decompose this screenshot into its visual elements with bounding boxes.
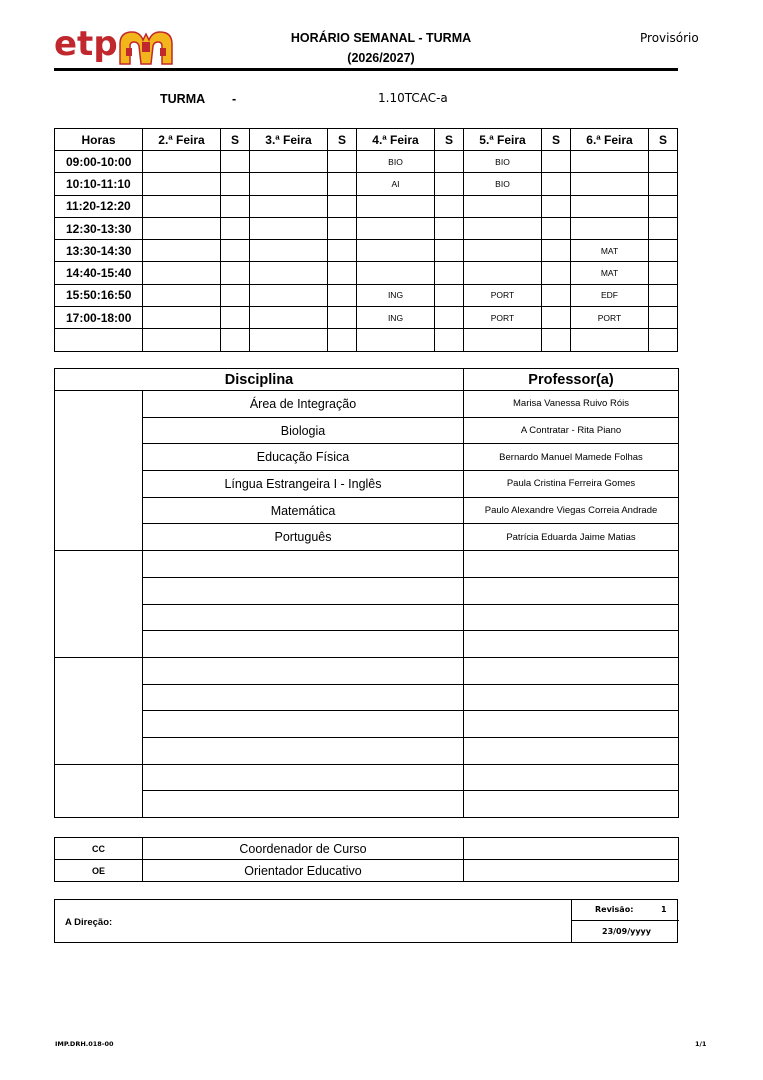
coordination-row xyxy=(55,838,679,860)
professor-name xyxy=(464,631,679,658)
professor-name xyxy=(464,764,679,791)
schedule-cell xyxy=(464,329,542,351)
discipline-row xyxy=(55,711,679,738)
schedule-cell: PORT xyxy=(571,307,649,329)
schedule-cell: BIO xyxy=(357,151,435,173)
discipline-name: Português xyxy=(143,524,464,551)
schedule-cell xyxy=(435,217,464,239)
coordination-role: Orientador Educativo xyxy=(143,860,464,882)
discipline-row xyxy=(55,417,679,444)
schedule-cell xyxy=(328,329,357,351)
revision-value: 1 xyxy=(661,905,667,914)
schedule-cell xyxy=(649,217,678,239)
schedule-row xyxy=(55,262,678,284)
discipline-row xyxy=(55,764,679,791)
schedule-cell xyxy=(464,195,542,217)
schedule-cell xyxy=(571,217,649,239)
coordination-role: Coordenador de Curso xyxy=(143,838,464,860)
turma-value: 1.10TCAC-a xyxy=(378,91,448,105)
professor-name xyxy=(464,577,679,604)
schedule-cell xyxy=(250,195,328,217)
discipline-group-cell xyxy=(55,764,143,817)
header-divider xyxy=(54,68,678,71)
schedule-cell xyxy=(357,217,435,239)
schedule-cell xyxy=(542,195,571,217)
revision-label: Revisão: xyxy=(595,905,634,914)
schedule-cell xyxy=(435,173,464,195)
schedule-row xyxy=(55,151,678,173)
header-cell: S xyxy=(649,129,678,151)
coordination-code: CC xyxy=(55,838,143,860)
schedule-cell: EDF xyxy=(571,284,649,306)
discipline-name xyxy=(143,684,464,711)
time-slot: 13:30-14:30 xyxy=(55,240,143,262)
schedule-cell xyxy=(221,329,250,351)
time-slot: 14:40-15:40 xyxy=(55,262,143,284)
schedule-row xyxy=(55,217,678,239)
coordination-row xyxy=(55,860,679,882)
schedule-row xyxy=(55,329,678,351)
schedule-cell xyxy=(542,329,571,351)
header-cell: 3.ª Feira xyxy=(250,129,328,151)
schedule-cell xyxy=(649,329,678,351)
discipline-name xyxy=(143,577,464,604)
discipline-row xyxy=(55,577,679,604)
discipline-row xyxy=(55,444,679,471)
schedule-cell xyxy=(221,240,250,262)
discipline-name: Educação Física xyxy=(143,444,464,471)
document-title: HORÁRIO SEMANAL - TURMA xyxy=(290,31,472,45)
revision-box xyxy=(571,899,679,943)
discipline-name xyxy=(143,791,464,818)
time-slot: 09:00-10:00 xyxy=(55,151,143,173)
schedule-cell xyxy=(143,307,221,329)
schedule-cell xyxy=(542,284,571,306)
header-cell: S xyxy=(328,129,357,151)
professor-name xyxy=(464,657,679,684)
schedule-cell xyxy=(464,217,542,239)
discipline-name xyxy=(143,657,464,684)
discipline-row xyxy=(55,524,679,551)
professor-name: Marisa Vanessa Ruivo Róis xyxy=(464,391,679,418)
schedule-cell xyxy=(143,284,221,306)
coordination-table xyxy=(54,837,679,882)
discipline-row xyxy=(55,737,679,764)
schedule-cell xyxy=(357,329,435,351)
schedule-cell xyxy=(357,262,435,284)
schedule-cell xyxy=(571,195,649,217)
discipline-row xyxy=(55,657,679,684)
schedule-cell xyxy=(328,217,357,239)
schedule-cell xyxy=(435,151,464,173)
disciplines-header-row xyxy=(55,369,679,391)
schedule-cell xyxy=(542,217,571,239)
professor-name: Paulo Alexandre Viegas Correia Andrade xyxy=(464,497,679,524)
schedule-cell: MAT xyxy=(571,240,649,262)
discipline-group-cell xyxy=(55,551,143,658)
schedule-cell xyxy=(250,284,328,306)
schedule-cell xyxy=(250,329,328,351)
discipline-row xyxy=(55,684,679,711)
schedule-cell xyxy=(143,173,221,195)
header-cell: 5.ª Feira xyxy=(464,129,542,151)
time-slot: 12:30-13:30 xyxy=(55,217,143,239)
schedule-row xyxy=(55,307,678,329)
professor-name xyxy=(464,791,679,818)
time-slot xyxy=(55,329,143,351)
schedule-cell xyxy=(328,240,357,262)
professor-name xyxy=(464,711,679,738)
professor-name xyxy=(464,604,679,631)
discipline-row xyxy=(55,604,679,631)
direction-label: A Direção: xyxy=(65,917,113,928)
schedule-cell xyxy=(143,217,221,239)
schedule-cell xyxy=(542,151,571,173)
schedule-table xyxy=(54,128,678,352)
professor-name xyxy=(464,684,679,711)
discipline-name: Área de Integração xyxy=(143,391,464,418)
discipline-name xyxy=(143,764,464,791)
header-cell: 2.ª Feira xyxy=(143,129,221,151)
schedule-cell xyxy=(221,173,250,195)
schedule-cell xyxy=(464,262,542,284)
form-code: IMP.DRH.018-00 xyxy=(55,1040,114,1048)
etp-logo xyxy=(54,26,174,70)
discipline-name: Língua Estrangeira I - Inglês xyxy=(143,471,464,498)
coordination-name xyxy=(464,838,679,860)
revision-row xyxy=(572,899,679,921)
schedule-header-row xyxy=(55,129,678,151)
time-slot: 17:00-18:00 xyxy=(55,307,143,329)
discipline-row xyxy=(55,497,679,524)
schedule-cell xyxy=(143,262,221,284)
schedule-cell xyxy=(649,262,678,284)
header-cell: Horas xyxy=(55,129,143,151)
coordination-name xyxy=(464,860,679,882)
schedule-cell xyxy=(357,195,435,217)
schedule-cell xyxy=(250,217,328,239)
logo-mark-icon xyxy=(118,28,174,66)
status-label: Provisório xyxy=(640,31,699,45)
schedule-cell xyxy=(328,195,357,217)
schedule-cell xyxy=(542,173,571,195)
direction-box xyxy=(54,899,678,943)
schedule-cell xyxy=(435,284,464,306)
schedule-cell xyxy=(328,262,357,284)
professor-name: Bernardo Manuel Mamede Folhas xyxy=(464,444,679,471)
header-cell: 4.ª Feira xyxy=(357,129,435,151)
schedule-cell xyxy=(435,307,464,329)
discipline-name: Biologia xyxy=(143,417,464,444)
schedule-cell xyxy=(221,307,250,329)
schedule-cell xyxy=(571,173,649,195)
schedule-cell xyxy=(571,151,649,173)
schedule-cell xyxy=(435,240,464,262)
schedule-cell xyxy=(649,240,678,262)
schedule-cell xyxy=(649,151,678,173)
header-cell: 6.ª Feira xyxy=(571,129,649,151)
discipline-row xyxy=(55,791,679,818)
schedule-cell xyxy=(649,307,678,329)
schedule-cell: PORT xyxy=(464,284,542,306)
schedule-cell xyxy=(649,173,678,195)
schedule-cell xyxy=(143,195,221,217)
school-year: (2026/2027) xyxy=(347,51,415,65)
discipline-row xyxy=(55,471,679,498)
schedule-cell xyxy=(221,151,250,173)
schedule-cell xyxy=(143,329,221,351)
professor-name: Patrícia Eduarda Jaime Matias xyxy=(464,524,679,551)
page-number: 1/1 xyxy=(695,1040,707,1048)
schedule-row xyxy=(55,284,678,306)
schedule-cell xyxy=(250,151,328,173)
schedule-cell xyxy=(250,307,328,329)
schedule-cell: AI xyxy=(357,173,435,195)
discipline-name xyxy=(143,551,464,578)
disciplines-table xyxy=(54,368,679,818)
professor-name: Paula Cristina Ferreira Gomes xyxy=(464,471,679,498)
coordination-code: OE xyxy=(55,860,143,882)
schedule-cell xyxy=(649,284,678,306)
header-cell: S xyxy=(221,129,250,151)
schedule-cell xyxy=(435,329,464,351)
schedule-cell xyxy=(221,284,250,306)
schedule-cell xyxy=(435,195,464,217)
discipline-header: Disciplina xyxy=(55,369,464,391)
discipline-name xyxy=(143,631,464,658)
schedule-row xyxy=(55,173,678,195)
turma-separator: - xyxy=(232,92,237,106)
schedule-cell: BIO xyxy=(464,151,542,173)
turma-label: TURMA xyxy=(160,92,206,106)
schedule-cell xyxy=(542,262,571,284)
header-cell: S xyxy=(435,129,464,151)
schedule-cell xyxy=(328,284,357,306)
schedule-cell xyxy=(221,217,250,239)
time-slot: 15:50:16:50 xyxy=(55,284,143,306)
time-slot: 11:20-12:20 xyxy=(55,195,143,217)
schedule-cell xyxy=(328,151,357,173)
header-cell: S xyxy=(542,129,571,151)
discipline-name xyxy=(143,711,464,738)
professor-header: Professor(a) xyxy=(464,369,679,391)
professor-name xyxy=(464,737,679,764)
revision-date: 23/09/yyyy xyxy=(602,927,651,936)
discipline-row xyxy=(55,631,679,658)
schedule-row xyxy=(55,195,678,217)
schedule-cell: MAT xyxy=(571,262,649,284)
schedule-cell xyxy=(435,262,464,284)
schedule-cell xyxy=(542,240,571,262)
schedule-cell xyxy=(143,240,221,262)
schedule-cell xyxy=(542,307,571,329)
schedule-cell: ING xyxy=(357,284,435,306)
schedule-cell: PORT xyxy=(464,307,542,329)
schedule-cell xyxy=(464,240,542,262)
schedule-row xyxy=(55,240,678,262)
schedule-cell xyxy=(649,195,678,217)
discipline-row xyxy=(55,551,679,578)
discipline-group-cell xyxy=(55,391,143,551)
schedule-cell xyxy=(250,173,328,195)
schedule-cell xyxy=(221,262,250,284)
schedule-cell xyxy=(250,262,328,284)
schedule-cell xyxy=(357,240,435,262)
schedule-cell xyxy=(143,151,221,173)
professor-name: A Contratar - Rita Piano xyxy=(464,417,679,444)
discipline-name xyxy=(143,604,464,631)
time-slot: 10:10-11:10 xyxy=(55,173,143,195)
schedule-cell xyxy=(221,195,250,217)
schedule-cell xyxy=(571,329,649,351)
schedule-cell xyxy=(328,307,357,329)
discipline-name: Matemática xyxy=(143,497,464,524)
schedule-cell xyxy=(328,173,357,195)
schedule-cell: BIO xyxy=(464,173,542,195)
schedule-cell xyxy=(250,240,328,262)
logo-text: etp xyxy=(54,24,118,64)
discipline-row xyxy=(55,391,679,418)
discipline-name xyxy=(143,737,464,764)
professor-name xyxy=(464,551,679,578)
discipline-group-cell xyxy=(55,657,143,764)
schedule-cell: ING xyxy=(357,307,435,329)
